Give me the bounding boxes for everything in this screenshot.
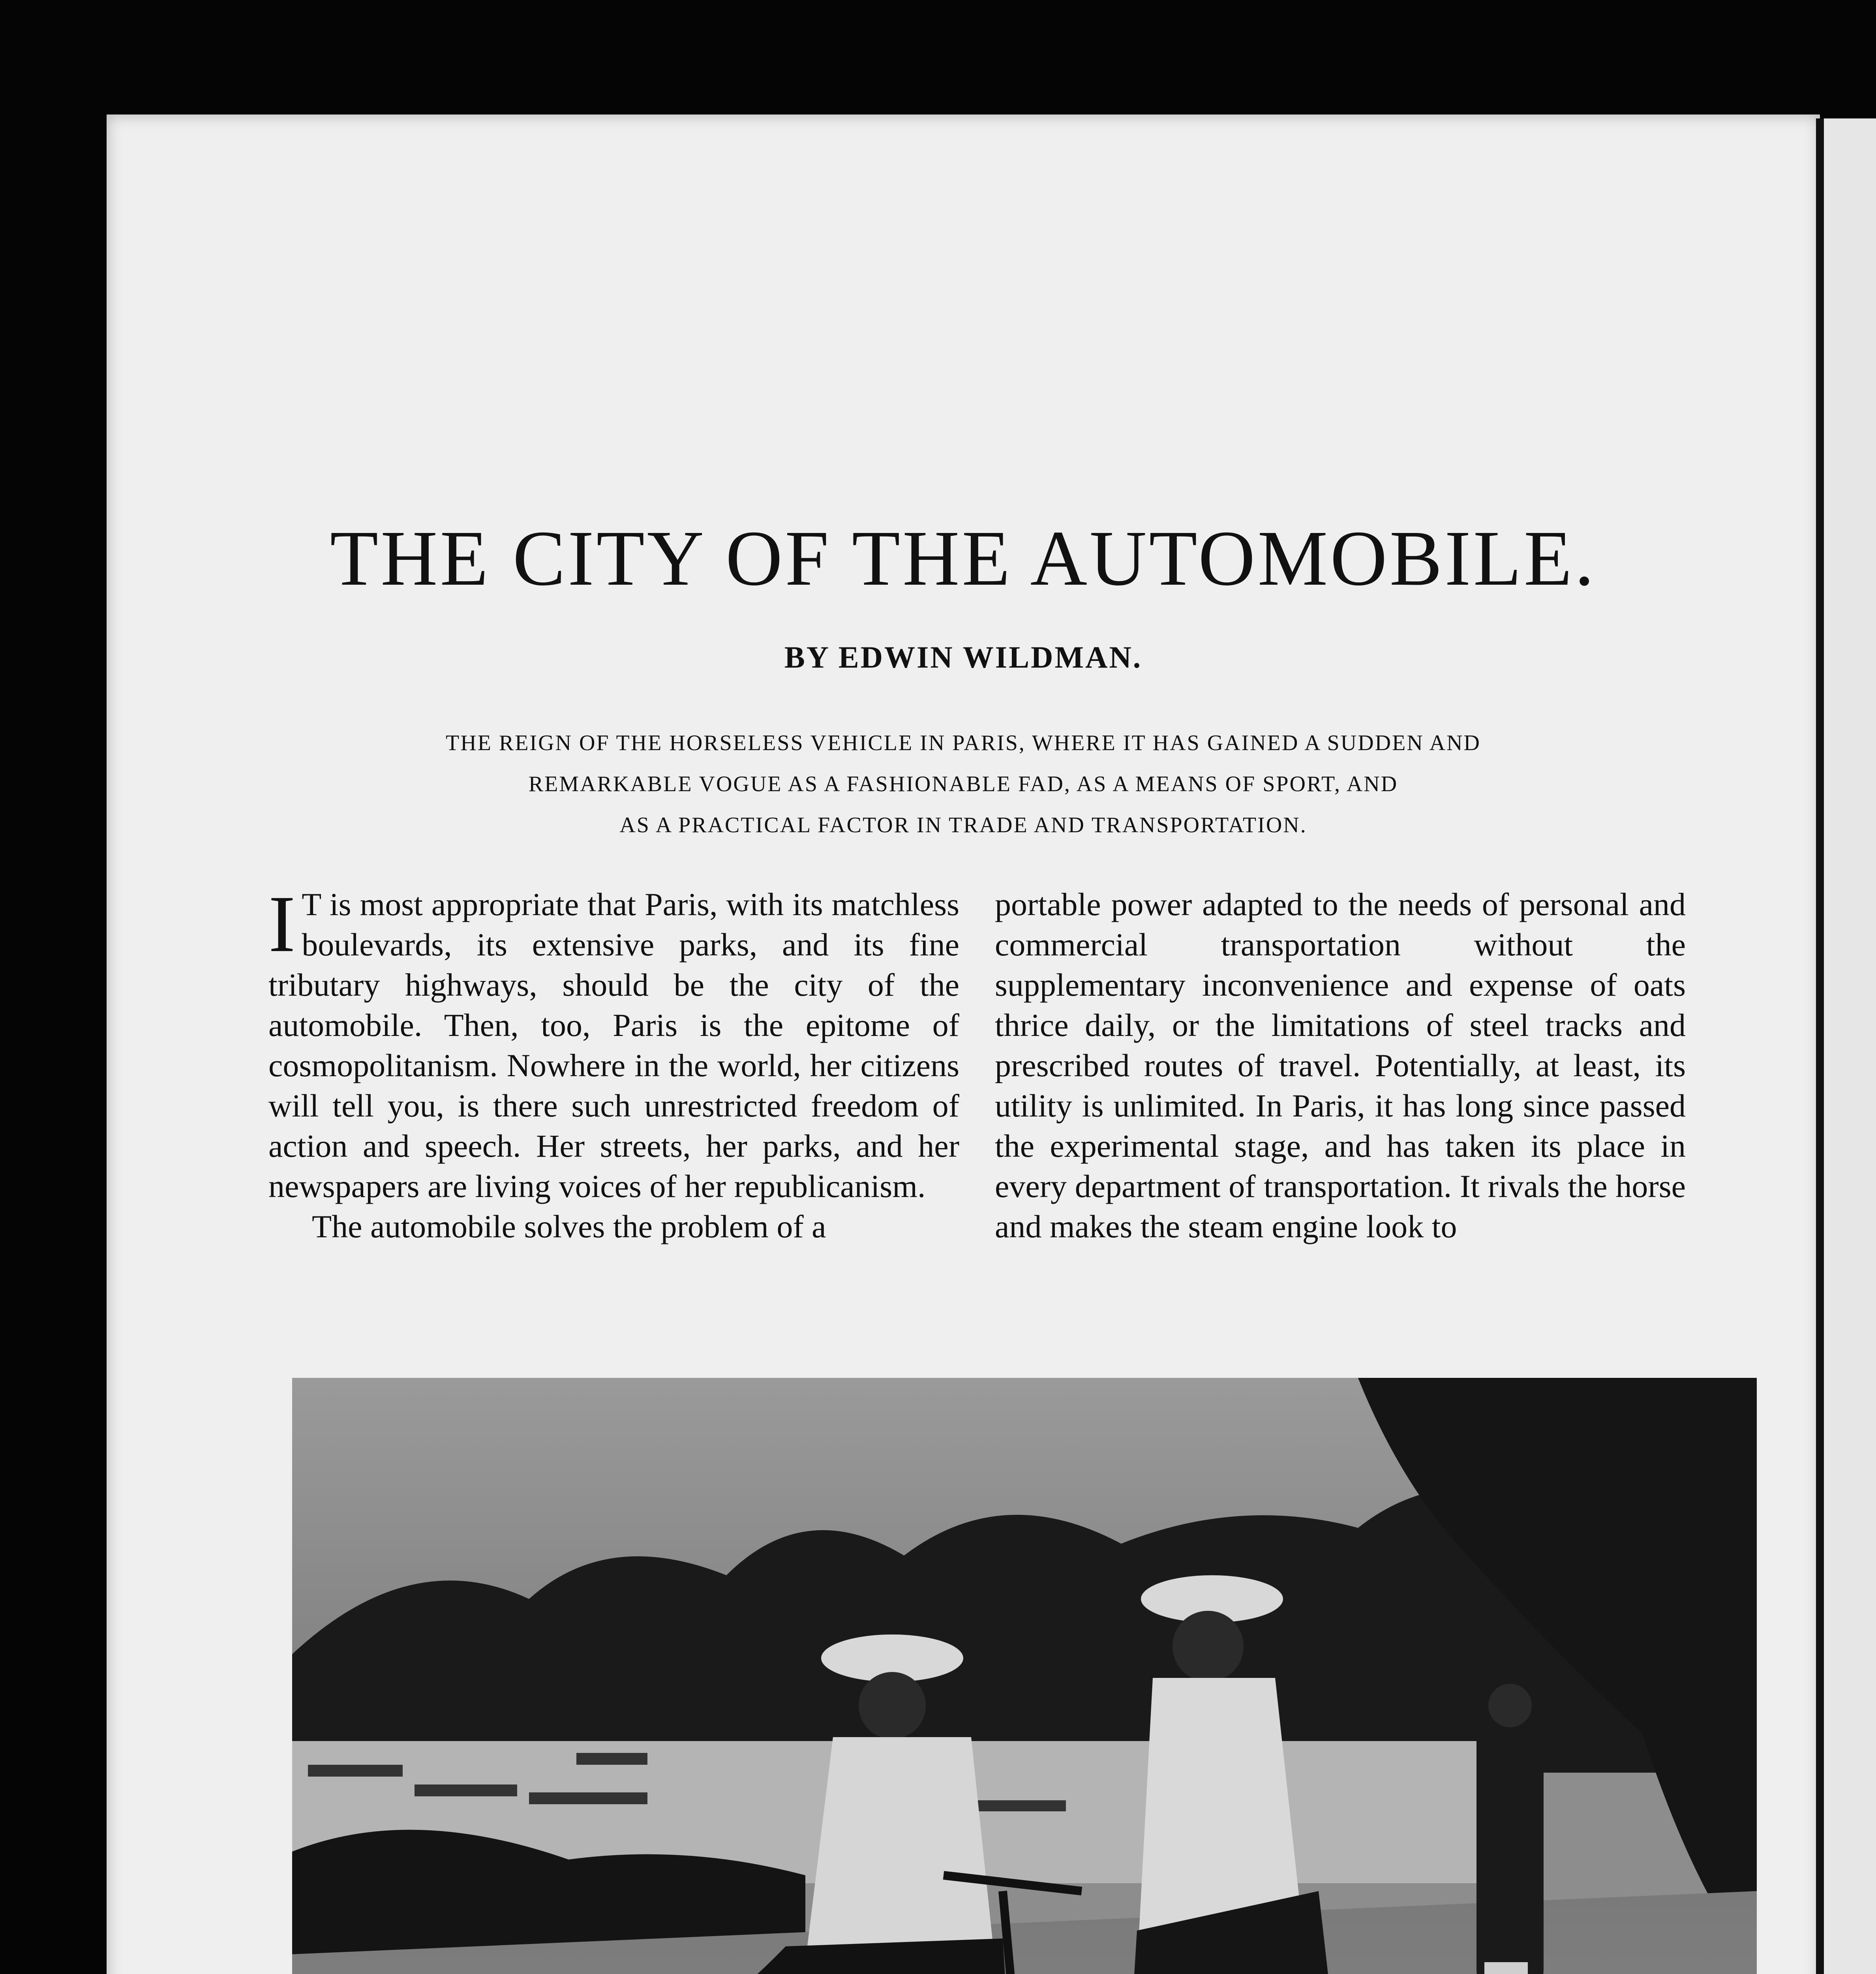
magazine-page <box>107 114 1820 1974</box>
paragraph: portable power adapted to the needs of personal and commercial transportation without the supplementary inconvenience and expense of oats thrice daily, or the limitations of steel tracks and prescribed routes of travel. Potentially, at least, its utility is unlimited. In Paris, it has long since passed the experimental stage, and has taken its place in every department of transportation. It rivals the horse and makes the steam engine look to <box>995 886 1686 1244</box>
paragraph: The automobile solves the problem of a <box>312 1208 826 1244</box>
quadricycle-illustration <box>292 1378 1757 1974</box>
article-byline: BY EDWIN WILDMAN. <box>784 640 1142 674</box>
paragraph-text: T is most appropriate that Paris, with its matchless boulevards, its extensive parks, and its fine tributary highways, should be the city of the automobile. Then, too, Paris is the epitome of cosmopolitanism. Nowhere in the world, her citizens will tell you, is there such unrestricted freedom of action and speech. Her streets, her parks, and her newspapers are living voices of her republicanism. <box>268 886 959 1204</box>
deck-line: AS A PRACTICAL FACTOR IN TRADE AND TRANSPORTATION. <box>619 813 1307 837</box>
deck-line: REMARKABLE VOGUE AS A FASHIONABLE FAD, AS A MEANS OF SPORT, AND <box>528 772 1398 796</box>
drop-cap: I <box>268 879 296 969</box>
deck-line: THE REIGN OF THE HORSELESS VEHICLE IN PARIS, WHERE IT HAS GAINED A SUDDEN AND <box>446 731 1481 755</box>
illustration-drawing <box>292 1378 1757 1974</box>
adjacent-page-edge <box>1824 118 1876 1974</box>
left-column <box>268 879 959 1247</box>
paragraph <box>268 879 959 1207</box>
right-column <box>995 884 1686 1247</box>
article-title: THE CITY OF THE AUTOMOBILE. <box>330 515 1597 602</box>
article-deck <box>257 722 1670 846</box>
